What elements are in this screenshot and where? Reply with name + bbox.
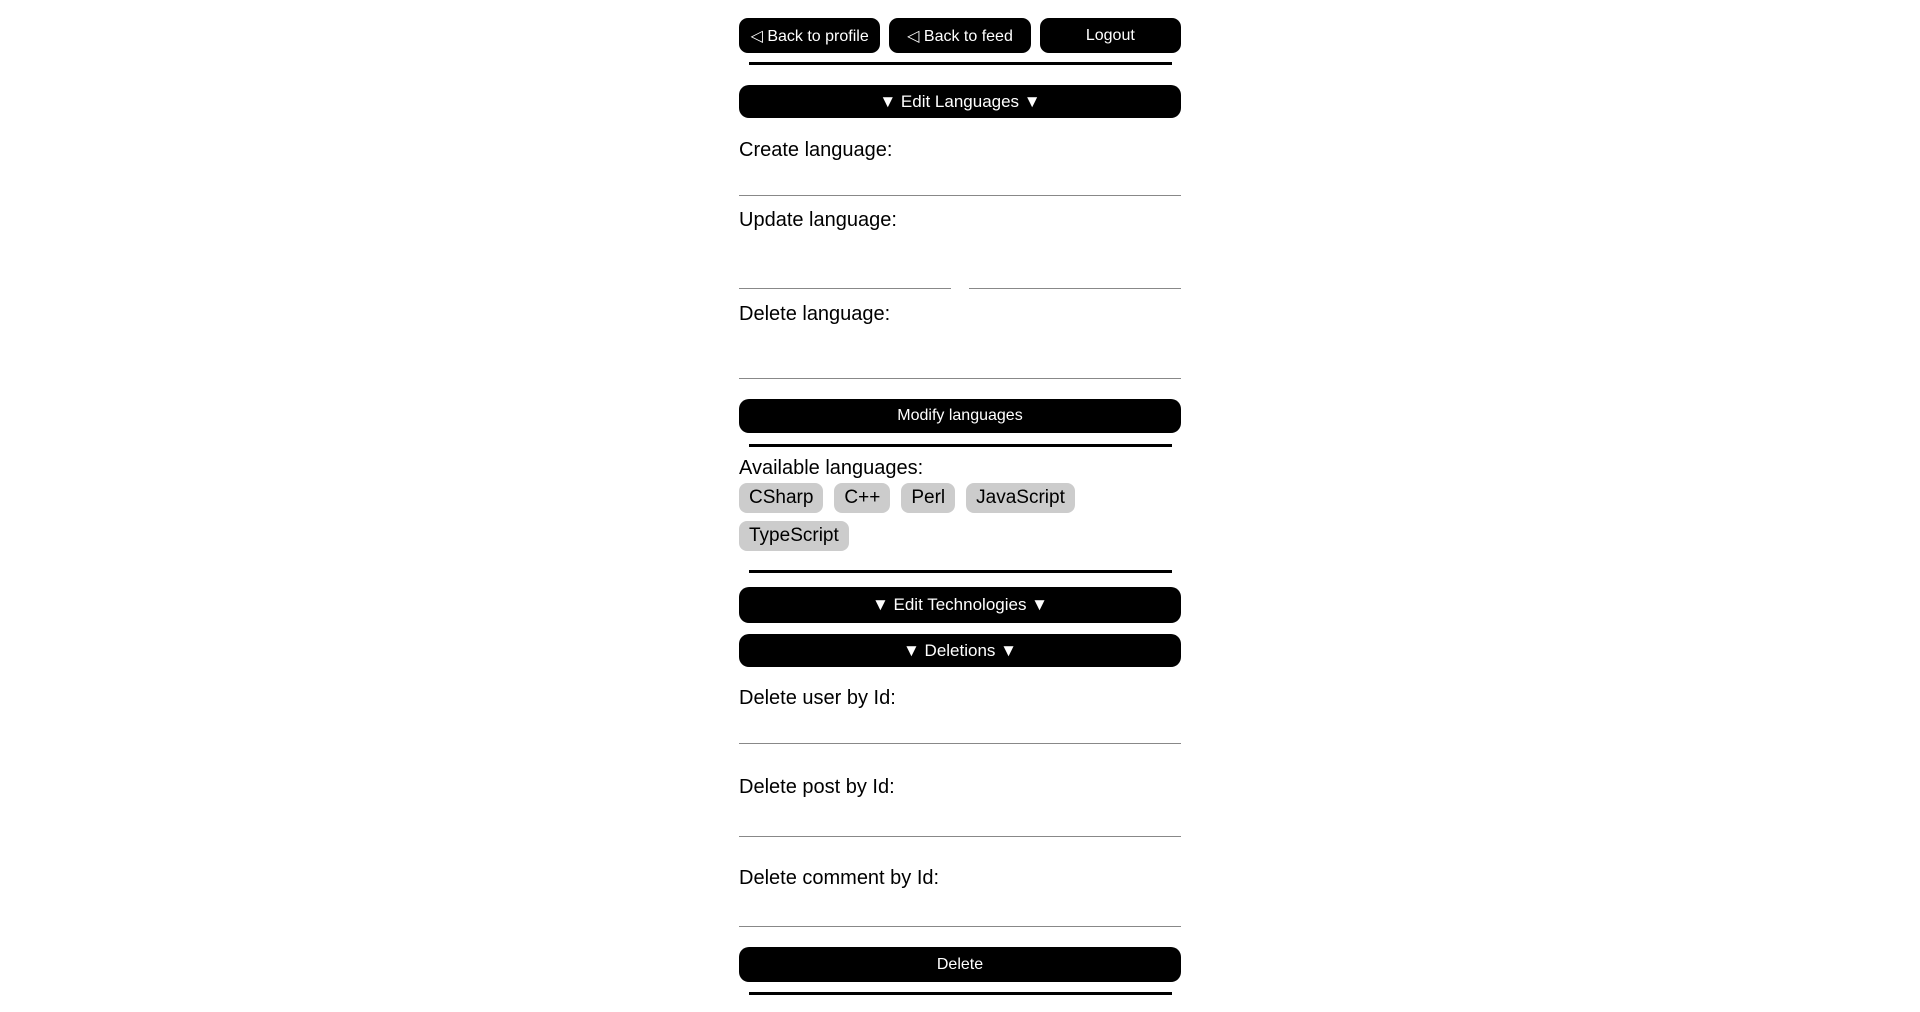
content-column [739,0,1181,1011]
divider [749,444,1172,447]
divider [749,62,1172,65]
delete-comment-input[interactable] [739,890,1181,927]
delete-button[interactable]: Delete [739,947,1181,982]
back-to-feed-button[interactable]: ◁ Back to feed [889,18,1030,53]
delete-language-label: Delete language: [739,303,891,325]
deletions-toggle-button[interactable]: ▼ Deletions ▼ [739,634,1181,667]
divider [749,570,1172,573]
delete-comment-label: Delete comment by Id: [739,867,940,889]
language-tag: TypeScript [739,521,849,551]
language-tags [739,483,1181,551]
edit-languages-toggle-button[interactable]: ▼ Edit Languages ▼ [739,85,1181,118]
logout-button[interactable]: Logout [1040,18,1181,53]
top-navigation [739,18,1181,53]
language-tag: C++ [834,483,890,513]
modify-languages-button[interactable]: Modify languages [739,399,1181,433]
update-language-new-input[interactable] [969,255,1181,289]
update-language-inputs [739,255,1181,289]
delete-user-input[interactable] [739,710,1181,744]
create-language-input[interactable] [739,162,1181,196]
edit-technologies-toggle-button[interactable]: ▼ Edit Technologies ▼ [739,587,1181,623]
delete-post-input[interactable] [739,799,1181,837]
language-tag: CSharp [739,483,823,513]
delete-post-label: Delete post by Id: [739,776,895,798]
language-tag: JavaScript [966,483,1075,513]
back-to-profile-button[interactable]: ◁ Back to profile [739,18,880,53]
available-languages-label: Available languages: [739,457,924,479]
language-tag: Perl [901,483,955,513]
delete-user-label: Delete user by Id: [739,687,896,709]
update-language-label: Update language: [739,209,897,231]
update-language-old-input[interactable] [739,255,951,289]
create-language-label: Create language: [739,139,893,161]
bottom-spacer [739,995,1181,1011]
delete-language-input[interactable] [739,345,1181,379]
